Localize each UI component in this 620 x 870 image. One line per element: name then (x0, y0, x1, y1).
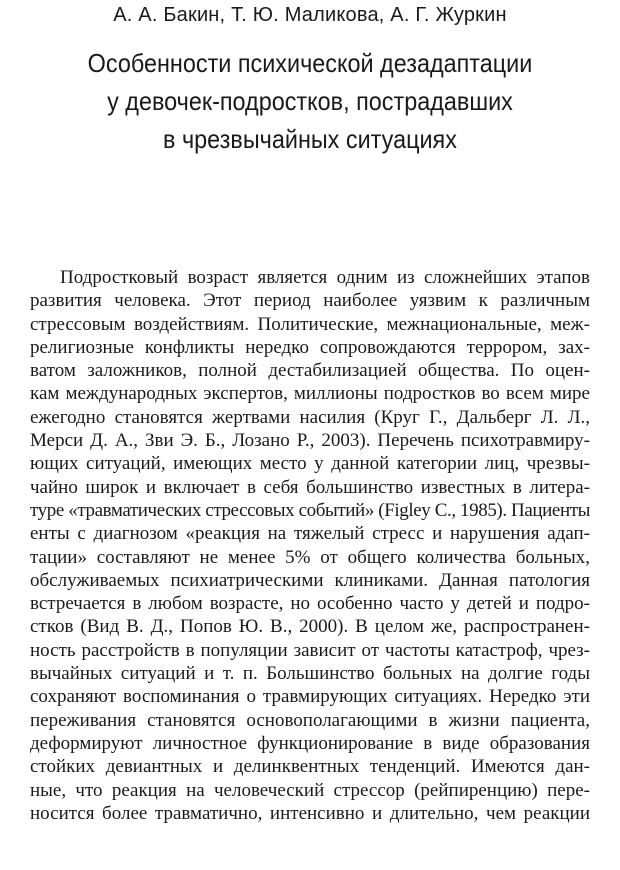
body-line: стойких девиантных и делинквентных тенденций. Имеются дан- (30, 756, 590, 778)
body-line: вычайных ситуаций и т. п. Большинство больных на долгие годы (30, 663, 590, 685)
body-line: сохраняют воспоминания о травмирующих ситуациях. Нередко эти (30, 686, 590, 708)
body-line: носится более травматично, интенсивно и длительно, чем реакции (30, 802, 590, 824)
body-line: туре «травматических стрессовых событий» (Figley C., 1985). Пациенты (30, 499, 590, 521)
body-line: енты с диагнозом «реакция на тяжелый стресс и нарушения адап- (30, 523, 590, 545)
body-line: ватом заложников, полной дестабилизацией общества. По оцен- (30, 360, 590, 382)
body-line: кам международных экспертов, миллионы подростков во всем мире (30, 383, 590, 405)
body-line: деформируют личностное функционирование в виде образования (30, 732, 590, 754)
body-line: развития человека. Этот период наиболее уязвим к различным (30, 290, 590, 312)
body-line: ежегодно становятся жертвами насилия (Круг Г., Дальберг Л. Л., (30, 406, 590, 428)
article-title (31, 44, 589, 158)
body-line: стков (Вид В. Д., Попов Ю. В., 2000). В целом же, распространен- (30, 616, 590, 638)
title-line: Особенности психической дезадаптации (87, 48, 533, 78)
body-line: религиозные конфликты нередко сопровождаются террором, зах- (30, 336, 590, 358)
body-line: стрессовым воздействиям. Политические, межнациональные, меж- (30, 313, 590, 335)
body-line: ность расстройств в популяции зависит от частоты катастроф, чрез- (30, 639, 590, 661)
body-line: ные, что реакция на человеческий стрессор (рейпиренцию) пере- (30, 779, 590, 801)
body-line: Подростковый возраст является одним из сложнейших этапов (60, 267, 590, 288)
authors-line: А. А. Бакин, Т. Ю. Маликова, А. Г. Журкин (113, 4, 507, 26)
body-line: обслуживаемых психиатрическими клиниками. Данная патология (30, 569, 590, 591)
title-line: у девочек-подростков, пострадавших (107, 86, 513, 116)
body-line: тации» составляют не менее 5% от общего количества больных, (30, 546, 590, 568)
title-line: в чрезвычайных ситуациях (163, 124, 457, 154)
article-body (30, 266, 590, 825)
body-line: ющих ситуаций, имеющих место у данной категории лиц, чрезвы- (30, 453, 590, 475)
body-line: переживания становятся основополагающими в жизни пациента, (30, 709, 590, 731)
body-line: встречается в любом возрасте, но особенно часто у детей и подро- (30, 593, 590, 615)
body-line: Мерси Д. А., Зви Э. Б., Лозано Р., 2003). Перечень психотравмиру- (30, 430, 590, 452)
body-line: чайно широк и включает в себя большинство известных в литера- (30, 476, 590, 498)
